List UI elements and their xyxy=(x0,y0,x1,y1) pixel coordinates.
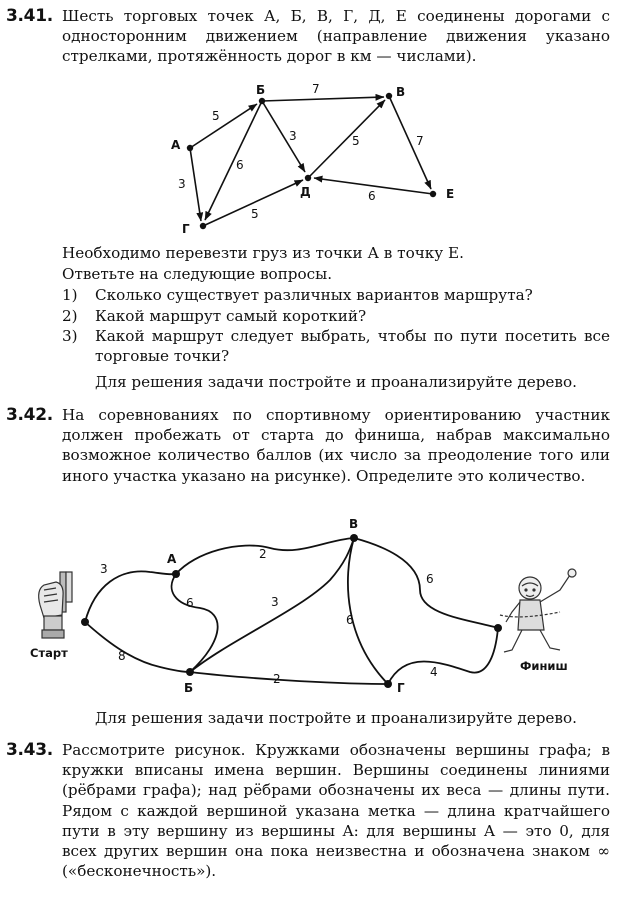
map-node-label-A: А xyxy=(167,552,177,566)
problem-number-3-43: 3.43. xyxy=(6,740,53,760)
question-3-number: 3) xyxy=(62,327,78,345)
node-label-A: А xyxy=(171,138,181,152)
start-figure-icon xyxy=(39,572,72,638)
node-V xyxy=(386,93,392,99)
edge-B-V xyxy=(262,97,384,101)
weight-G-D: 5 xyxy=(251,207,259,221)
weight-B-G: 6 xyxy=(236,158,244,172)
node-G xyxy=(200,223,206,229)
map-node-start xyxy=(81,618,89,626)
map-node-A xyxy=(172,570,180,578)
edge-A-G xyxy=(190,148,201,221)
node-E xyxy=(430,191,436,197)
problem-number-3-41: 3.41. xyxy=(6,6,53,26)
node-label-B: Б xyxy=(256,83,266,97)
weight-V-E: 7 xyxy=(416,134,424,148)
task-line-2: Ответьте на следующие вопросы. xyxy=(62,265,333,283)
map-node-label-G: Г xyxy=(397,681,405,695)
problem-3-41-closing: Для решения задачи постройте и проанализируйте дерево. xyxy=(95,373,577,391)
question-1-number: 1) xyxy=(62,286,78,304)
path-G-finish xyxy=(388,628,498,684)
path-start-B xyxy=(85,622,190,672)
problem-3-43-text: Рассмотрите рисунок. Кружками обозначены вершины графа; в кружки вписаны имена вершин. Вершины соединены линиями (рёбрами графа); над рёбрами обозначены их веса — длины пути. Рядом с каждой вершиной указана метка — длина кратчайшего пути в эту вершину из вершины A: для вершины A — это 0, для всех других вершин она пока неизвестна и обозначена знаком ∞ («бесконечность»). xyxy=(62,741,610,881)
map-weight-V-finish: 6 xyxy=(426,572,434,586)
node-label-D: Д xyxy=(300,185,311,199)
map-node-label-V: В xyxy=(349,517,359,531)
map-weight-V-G: 6 xyxy=(346,613,354,627)
weight-B-V: 7 xyxy=(312,82,320,96)
map-node-finish xyxy=(494,624,502,632)
path-start-A xyxy=(85,571,176,622)
edge-B-D xyxy=(262,101,305,172)
question-1-text: Сколько существует различных вариантов маршрута? xyxy=(95,286,533,304)
finish-label: Финиш xyxy=(520,659,568,673)
finish-runner-icon xyxy=(500,569,576,652)
weight-D-V: 5 xyxy=(352,134,360,148)
node-D xyxy=(305,175,311,181)
problem-number-3-42: 3.42. xyxy=(6,405,53,425)
weight-B-D: 3 xyxy=(289,129,297,143)
node-label-E: Е xyxy=(446,187,455,201)
map-node-G xyxy=(384,680,392,688)
directed-road-graph xyxy=(150,76,460,236)
problem-3-41-intro: Шесть торговых точек А, Б, В, Г, Д, Е соединены дорогами с односторонним движением (направление движения указано стрелками, протяжённость дорог в км — числами). xyxy=(62,7,610,66)
edge-D-V xyxy=(308,100,385,178)
path-B-G xyxy=(190,672,388,684)
start-label: Старт xyxy=(30,646,68,660)
problem-3-42-intro: На соревнованиях по спортивному ориентированию участник должен пробежать от старта до финиша, набрав максимально возможное количество баллов (их число за преодоление того или иного участка указано на рисунке). Определите это количество. xyxy=(62,406,610,485)
weight-E-D: 6 xyxy=(368,189,376,203)
path-V-G xyxy=(348,538,388,684)
node-label-V: В xyxy=(396,85,406,99)
edge-V-E xyxy=(389,96,431,189)
question-2-text: Какой маршрут самый короткий? xyxy=(95,307,367,325)
question-3-text: Какой маршрут следует выбрать, чтобы по пути посетить все торговые точки? xyxy=(95,327,610,366)
map-node-B xyxy=(186,668,194,676)
question-2-number: 2) xyxy=(62,307,78,325)
task-line-1: Необходимо перевезти груз из точки А в точку Е. xyxy=(62,244,464,262)
weight-A-B: 5 xyxy=(212,109,220,123)
edge-A-B xyxy=(190,104,257,148)
node-label-G: Г xyxy=(182,222,190,236)
map-node-label-B: Б xyxy=(184,681,194,695)
problem-3-42-closing: Для решения задачи постройте и проанализируйте дерево. xyxy=(95,709,577,727)
node-B xyxy=(259,98,265,104)
map-weight-G-finish: 4 xyxy=(430,665,438,679)
map-weight-start-A: 3 xyxy=(100,562,108,576)
weight-A-G: 3 xyxy=(178,177,186,191)
orienteering-map xyxy=(20,512,600,702)
map-weight-B-V: 3 xyxy=(271,595,279,609)
map-weight-A-V: 2 xyxy=(259,547,267,561)
map-weight-start-B: 8 xyxy=(118,649,126,663)
map-node-V xyxy=(350,534,358,542)
node-A xyxy=(187,145,193,151)
map-weight-B-G: 2 xyxy=(273,672,281,686)
map-weight-A-B: 6 xyxy=(186,596,194,610)
